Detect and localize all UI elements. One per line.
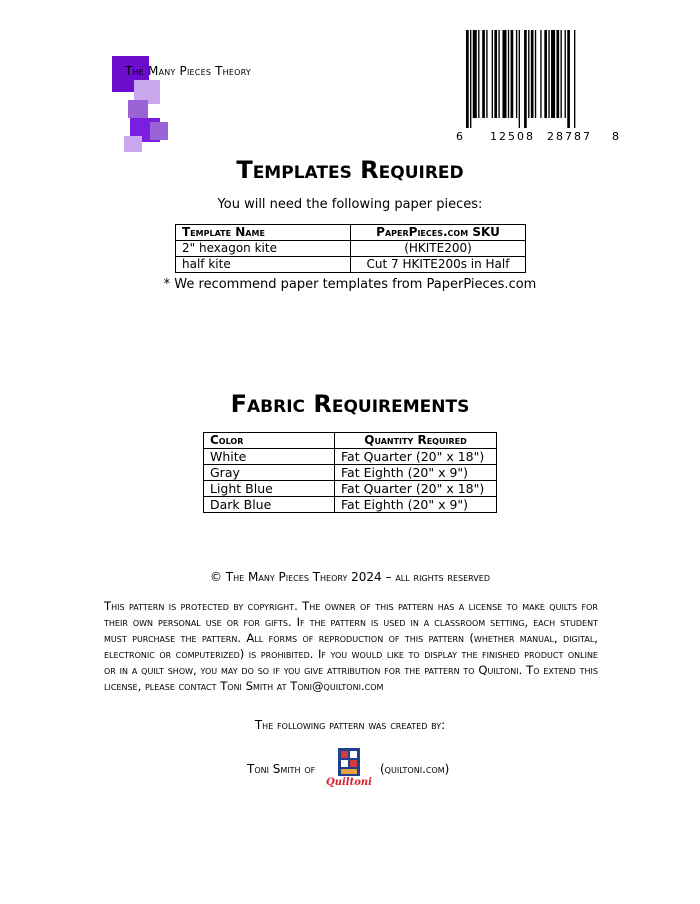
- barcode-bar: [540, 30, 541, 118]
- table-row: [204, 481, 497, 497]
- table-cell: Gray: [204, 465, 335, 481]
- templates-table: [175, 224, 526, 273]
- copyright-line: © The Many Pieces Theory 2024 – all rights reserved: [209, 570, 490, 584]
- table-cell: 2" hexagon kite: [176, 241, 351, 257]
- column-header: PaperPieces.com SKU: [351, 225, 526, 241]
- barcode-bars: [464, 30, 614, 128]
- barcode-bar: [531, 30, 534, 118]
- barcode-bar: [482, 30, 485, 118]
- table-row: [204, 449, 497, 465]
- fabric-title: Fabric Requirements: [230, 390, 470, 418]
- barcode-digit-1: 6: [456, 130, 464, 143]
- column-header: Quantity Required: [335, 433, 497, 449]
- table-cell: half kite: [176, 257, 351, 273]
- table-header-row: [176, 225, 526, 241]
- barcode-bar: [556, 30, 559, 118]
- table-cell: (HKITE200): [351, 241, 526, 257]
- table-row: [176, 257, 526, 273]
- column-header: Template Name: [176, 225, 351, 241]
- barcode: [456, 30, 620, 143]
- barcode-bar: [535, 30, 536, 118]
- table-cell: Light Blue: [204, 481, 335, 497]
- table-cell: Fat Eighth (20" x 9"): [335, 465, 497, 481]
- license-text: This pattern is protected by copyright. The owner of this pattern has a license to make quilts for their own personal use or for gifts. If the pattern is used in a classroom setting, each student must purchase the pattern. All forms of reproduction of this pattern (whether manual, digital, electronic or computerized) is prohibited. If you would like to display the finished product online or in a quilt show, you may do so if you give attribution for the pattern to Quiltoni. To extend this license, please contact Toni Smith at Toni@quiltoni.com: [104, 599, 598, 693]
- templates-intro: You will need the following paper pieces:: [217, 197, 483, 212]
- barcode-bar: [470, 30, 471, 128]
- table-cell: White: [204, 449, 335, 465]
- table-cell: Fat Quarter (20" x 18"): [335, 449, 497, 465]
- barcode-digit-2: 12508: [490, 130, 535, 143]
- table-cell: Fat Quarter (20" x 18"): [335, 481, 497, 497]
- barcode-bar: [498, 30, 499, 118]
- barcode-digit-4: 8: [612, 130, 620, 143]
- table-row: [204, 465, 497, 481]
- fabric-table: [203, 432, 497, 513]
- site-link[interactable]: (quiltoni.com): [380, 762, 450, 776]
- table-row: [204, 497, 497, 513]
- barcode-bar: [516, 30, 517, 118]
- table-cell: Fat Eighth (20" x 9"): [335, 497, 497, 513]
- table-header-row: [204, 433, 497, 449]
- barcode-bar: [574, 30, 575, 128]
- barcode-bar: [473, 30, 477, 118]
- barcode-bar: [524, 30, 527, 128]
- quiltoni-logo: [324, 748, 374, 790]
- barcode-bar: [565, 30, 566, 118]
- logo-text: The Many Pieces Theory: [125, 64, 251, 78]
- author-name: Toni Smith of: [247, 762, 316, 776]
- table-row: [176, 241, 526, 257]
- svg-text:Quiltoni: Quiltoni: [326, 777, 372, 788]
- barcode-bar: [492, 30, 493, 118]
- table-cell: Dark Blue: [204, 497, 335, 513]
- barcode-bar: [508, 30, 509, 118]
- barcode-bar: [486, 30, 487, 118]
- barcode-bar: [544, 30, 547, 118]
- barcode-bar: [502, 30, 506, 118]
- barcode-bar: [551, 30, 555, 118]
- barcode-bar: [548, 30, 549, 118]
- templates-title: Templates Required: [236, 156, 464, 184]
- table-cell: Cut 7 HKITE200s in Half: [351, 257, 526, 273]
- barcode-digit-3: 28787: [547, 130, 592, 143]
- barcode-bar: [519, 30, 520, 128]
- quiltoni-logo-graphic: [324, 748, 374, 790]
- barcode-bar: [528, 30, 529, 118]
- barcode-bar: [561, 30, 562, 118]
- templates-note: * We recommend paper templates from PaperPieces.com: [163, 277, 537, 292]
- created-by-line: The following pattern was created by:: [254, 718, 446, 732]
- barcode-bar: [478, 30, 479, 118]
- barcode-bar: [466, 30, 469, 128]
- column-header: Color: [204, 433, 335, 449]
- barcode-bar: [494, 30, 497, 118]
- barcode-bar: [511, 30, 514, 118]
- barcode-bar: [567, 30, 570, 128]
